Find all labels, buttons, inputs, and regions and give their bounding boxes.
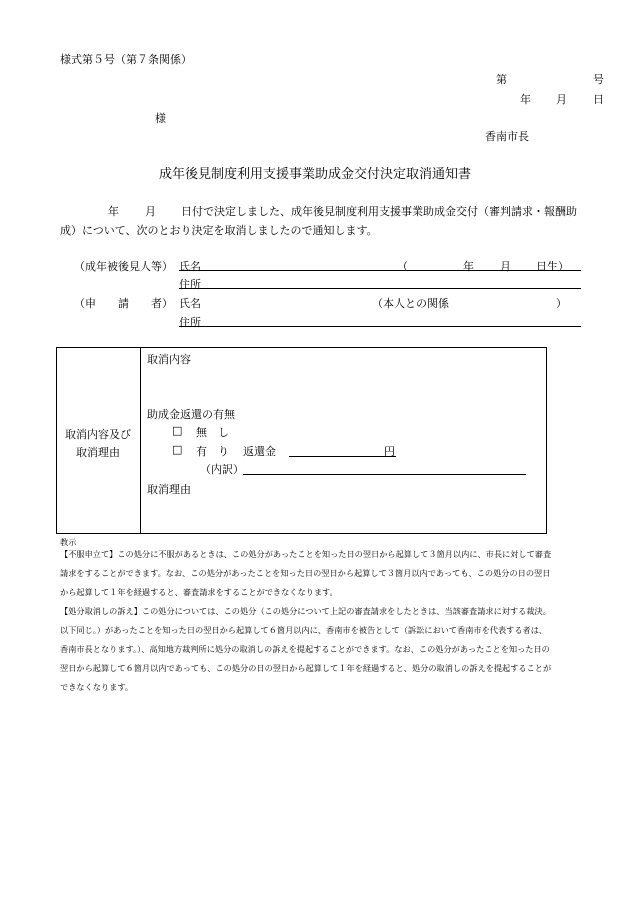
ward-name-underline: [179, 270, 581, 271]
cancellation-reason-label: 取消理由: [147, 483, 191, 496]
applicant-address-label: 住所: [179, 316, 201, 329]
checkbox-none[interactable]: □: [172, 424, 183, 437]
issuer-mayor: 香南市長: [485, 130, 529, 143]
ward-name-label: 氏名: [179, 260, 201, 273]
option-none-label: 無 し: [196, 426, 229, 439]
notice-para2-line1: 【処分取消しの訴え】この処分については、この処分（この処分について上記の審査請求をしたときは、当該審査請求に対する裁決。: [60, 606, 551, 616]
relation-open: （本人との関係: [372, 297, 449, 310]
body-line-1: 日付で決定しました、成年後見制度利用支援事業助成金交付（審判請求・報酬助: [181, 205, 577, 218]
form-number: 様式第５号（第７条関係）: [60, 53, 192, 66]
date-year: 年: [520, 93, 531, 106]
applicant-address-underline: [179, 326, 581, 327]
notice-para1-line1: 【不服申立て】この処分に不服があるときは、この処分があったことを知った日の翌日から起算して３箇月以内に、市長に対して審査: [60, 549, 552, 559]
notice-para1-line3: から起算して１年を経過すると、審査請求をすることができなくなります。: [60, 587, 338, 597]
checkbox-yes[interactable]: □: [172, 443, 183, 456]
table-left-label-2: 取消理由: [76, 446, 120, 459]
refund-presence-label: 助成金返還の有無: [147, 408, 235, 421]
yen-unit: 円: [384, 445, 395, 458]
notice-para2-line3: 香南市長となります。）、高知地方裁判所に処分の取消しの訴えを提起することができます。なお、この処分があったことを知った日の: [60, 644, 550, 654]
ward-label: （成年被後見人等）: [74, 260, 173, 273]
notice-para2-line5: できなくなります。: [60, 682, 134, 692]
ward-address-label: 住所: [179, 278, 201, 291]
notice-para2-line2: 以下同じ。）があったことを知った日の翌日から起算して６箇月以内に、香南市を被告として（訴訟において香南市を代表する者は、: [60, 625, 548, 635]
breakdown-underline: [243, 474, 526, 475]
refund-amount-underline: [289, 456, 396, 457]
document-number-prefix: 第: [496, 73, 507, 86]
applicant-name-label: 氏名: [179, 297, 201, 310]
notice-para1-line2: 請求をすることができます。なお、この処分があったことを知った日の翌日から起算して３箇月以内であっても、この処分の日の翌日: [60, 568, 551, 578]
notice-heading: 教示: [60, 537, 77, 547]
notice-section: [60, 545, 608, 697]
table-divider: [140, 347, 141, 533]
ward-dob-month: 月: [500, 260, 511, 273]
option-yes-label: 有 り: [196, 445, 229, 458]
table-left-label-1: 取消内容及び: [65, 428, 131, 441]
ward-dob-open: （: [397, 260, 408, 273]
cancellation-content-label: 取消内容: [147, 353, 191, 366]
addressee-honorific: 様: [155, 112, 166, 125]
ward-address-underline: [179, 288, 581, 289]
document-title: 成年後見制度利用支援事業助成金交付決定取消通知書: [158, 167, 471, 182]
date-month: 月: [556, 93, 567, 106]
ward-dob-year: 年: [463, 260, 474, 273]
document-number-suffix: 号: [593, 73, 604, 86]
body-month: 月: [145, 205, 156, 218]
breakdown-label: （内訳）: [200, 463, 244, 476]
ward-dob-day: 日生）: [536, 260, 569, 273]
body-line-2: 成）について、次のとおり決定を取消しましたので通知します。: [60, 224, 378, 237]
relation-close: ）: [556, 297, 567, 310]
applicant-label: （申 請 者）: [74, 297, 173, 310]
date-day: 日: [593, 93, 604, 106]
body-year: 年: [108, 205, 119, 218]
refund-amount-label: 返還金: [243, 445, 276, 458]
notice-para2-line4: 翌日から起算して６箇月以内であっても、この処分の日の翌日から起算して１年を経過すると、処分の取消しの訴えを提起することが: [60, 663, 552, 673]
